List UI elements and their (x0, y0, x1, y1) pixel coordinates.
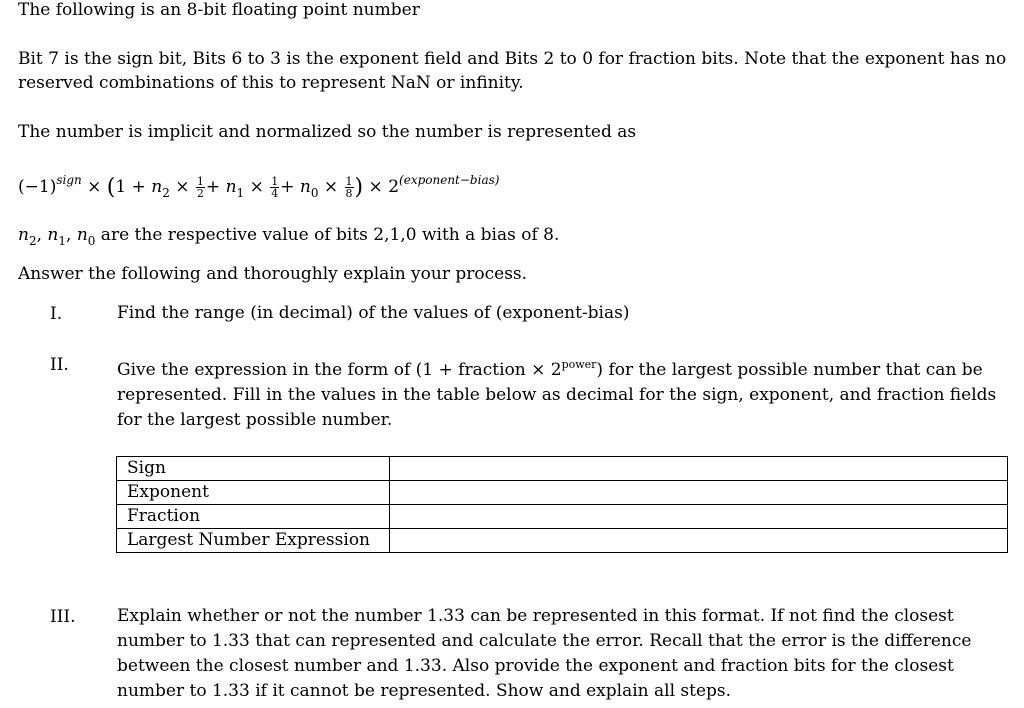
formula-times-2: × (175, 177, 190, 197)
formula: $(-1)^{sign} \times (1 + n_2$ × $\frac{1}{2}$ + $n_1$ × $\frac{1}{4}$ + $n_0$ × $\frac{1}{8}$ ) × $2^{(exponent-bias)}$ (18, 173, 500, 200)
table-cell-label: Fraction (117, 505, 390, 529)
formula-n0: n (299, 177, 311, 197)
table-row (117, 457, 1008, 481)
implicit-text: The number is implicit and normalized so the number is represented as (18, 122, 637, 142)
question-1-numeral: I. (50, 304, 63, 324)
table-cell-value[interactable] (390, 457, 1008, 481)
formula-exp-sup: (exponent−bias) (399, 173, 500, 187)
question-1-text: Find the range (in decimal) of the values of (exponent-bias) (117, 303, 630, 323)
formula-paren-close: ) (354, 175, 364, 200)
formula-sign-sup: sign (56, 173, 82, 187)
formula-times-5: × (368, 177, 383, 197)
question-2-text: Give the expression in the form of (1 + fraction × $2^{power}$) for the largest possible number that can be represented. Fill in the values in the table below as decimal for the sign, exponent, and fraction fields for the largest possible number. (117, 358, 997, 430)
formula-one-plus: 1 + (115, 177, 146, 197)
table-cell-label: Sign (117, 457, 390, 481)
n-vars-line: $n_2$, $n_1$, $n_0$ are the respective value of bits 2,1,0 with a bias of 8. (18, 225, 560, 248)
table-cell-value[interactable] (390, 481, 1008, 505)
formula-n1-sub: 1 (236, 186, 245, 200)
formula-n2-sub: 2 (162, 186, 170, 200)
answer-table (116, 456, 1008, 553)
formula-frac-eighth: $\frac{1}{8}$ (345, 175, 353, 200)
formula-times-1: × (87, 177, 102, 197)
formula-n0-sub: 0 (310, 186, 319, 200)
question-2-numeral: II. (50, 355, 69, 375)
formula-frac-half: $\frac{1}{2}$ (196, 175, 204, 200)
table-row (117, 505, 1008, 529)
question-3-text: Explain whether or not the number 1.33 can be represented in this format. If not find the closest number to 1.33 that can represented and calculate the error. Recall that the error is the difference between the closest number and 1.33. Also provide the exponent and fraction bits for the closest number to 1.33 if it cannot be represented. Show and explain all steps. (117, 606, 972, 701)
power-sup: power (561, 358, 597, 371)
formula-times-3: × (249, 177, 264, 197)
formula-frac-quarter: $\frac{1}{4}$ (271, 175, 279, 200)
table-cell-label: Largest Number Expression (117, 529, 390, 553)
table-row (117, 481, 1008, 505)
bits-description: Bit 7 is the sign bit, Bits 6 to 3 is the exponent field and Bits 2 to 0 for fraction bits. Note that the exponent has no reserved combinations of this to represent NaN or infinity. (18, 49, 1007, 93)
intro-text: The following is an 8-bit floating point number (18, 0, 420, 20)
table-row (117, 529, 1008, 553)
formula-times-4: × (323, 177, 339, 197)
table-cell-value[interactable] (390, 505, 1008, 529)
formula-paren-open: ( (106, 175, 116, 200)
formula-n2: n (151, 177, 163, 197)
formula-two: 2 (388, 177, 400, 197)
table-cell-value[interactable] (390, 529, 1008, 553)
question-3-numeral: III. (50, 607, 76, 627)
table-cell-label: Exponent (117, 481, 390, 505)
n-vars-text: are the respective value of bits 2,1,0 with a bias of 8. (95, 225, 560, 245)
answer-prompt: Answer the following and thoroughly explain your process. (18, 264, 528, 284)
formula-n1: n (225, 177, 237, 197)
formula-minus-one: (−1) (18, 177, 57, 197)
